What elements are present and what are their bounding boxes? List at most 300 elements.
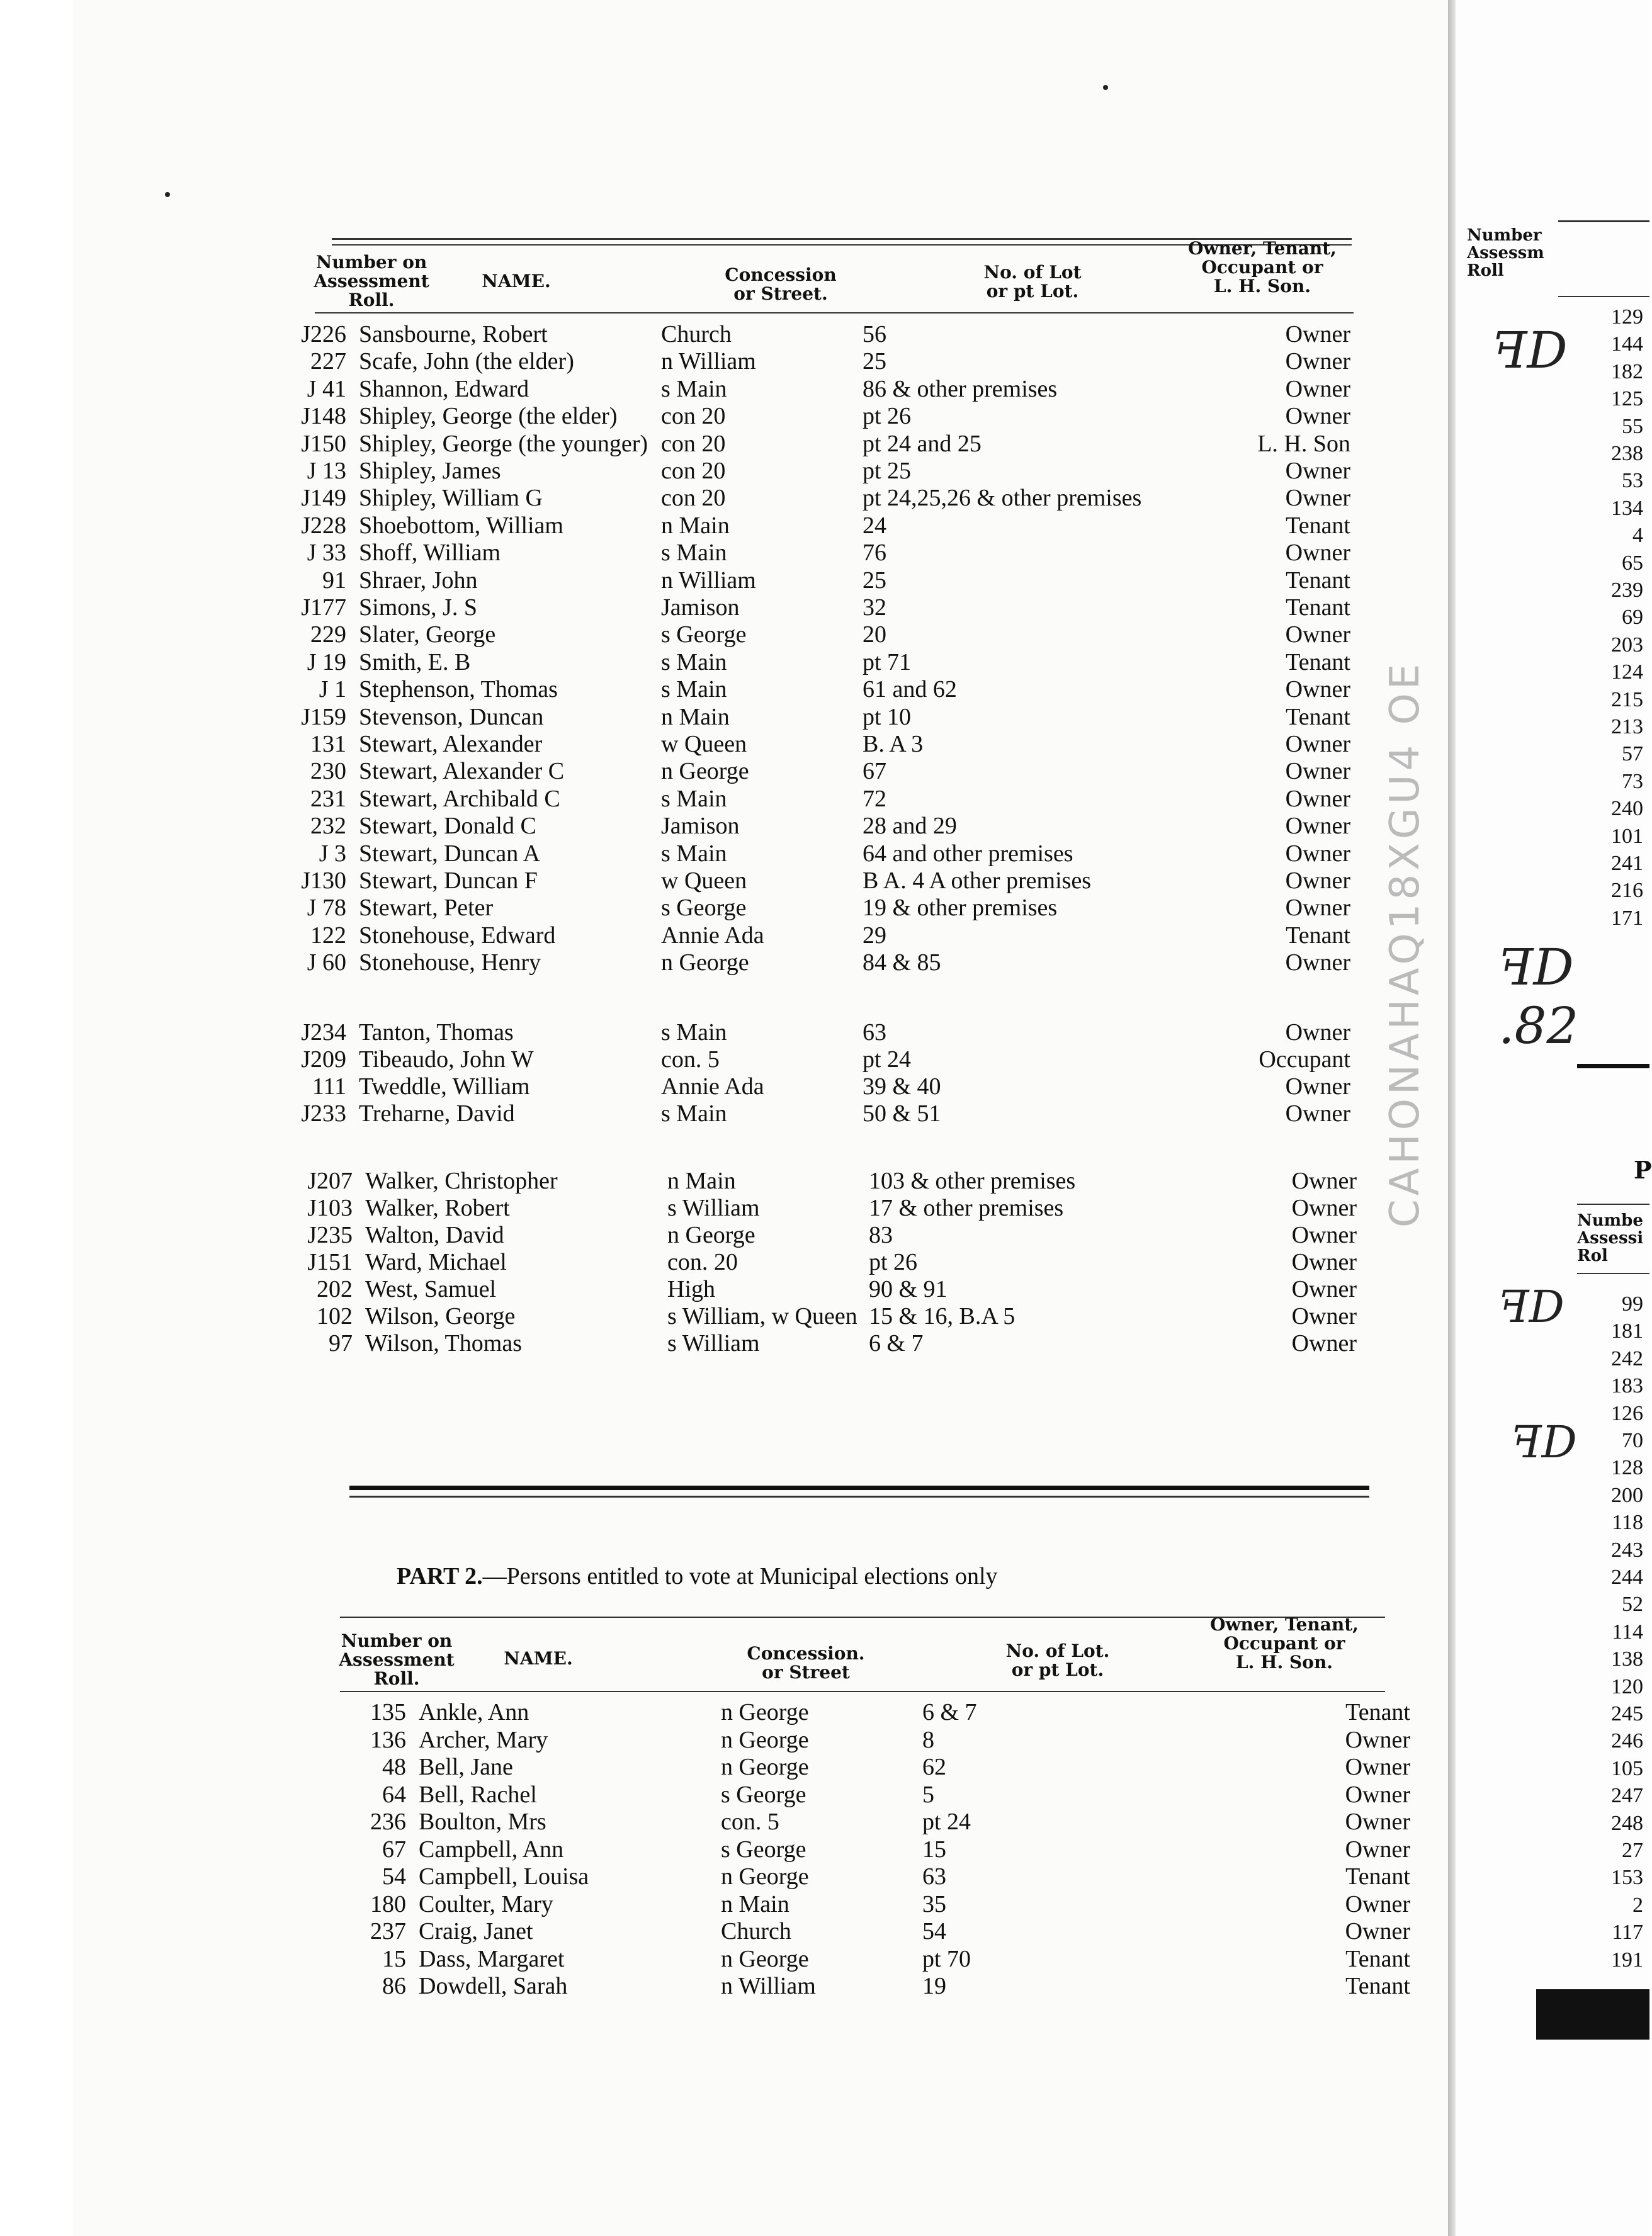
- handwritten-mark: ꟻD: [1492, 321, 1568, 380]
- right-roll-number: 65: [1622, 551, 1643, 575]
- roll-cell: J103: [307, 1195, 353, 1221]
- lot-cell: 54: [922, 1918, 946, 1945]
- right-roll-number: 70: [1622, 1429, 1643, 1452]
- roll-cell: J130: [301, 867, 346, 894]
- lot-cell: pt 25: [863, 458, 912, 484]
- right-roll-number: 101: [1611, 824, 1643, 848]
- roll-cell: J209: [301, 1046, 346, 1073]
- roll-cell: 15: [382, 1945, 406, 1972]
- lot-cell: B A. 4 A other premises: [863, 867, 1092, 894]
- lot-cell: 62: [922, 1754, 946, 1780]
- owner-cell: Owner: [1285, 458, 1350, 484]
- name-cell: Boulton, Mrs: [419, 1809, 546, 1835]
- name-cell: Stewart, Archibald C: [359, 785, 560, 812]
- right-roll-number: 171: [1611, 906, 1643, 930]
- table-row: [277, 758, 1360, 785]
- owner-cell: Owner: [1285, 676, 1350, 703]
- roll-cell: 102: [317, 1303, 353, 1330]
- lot-cell: 50 & 51: [863, 1100, 941, 1127]
- lot-cell: 64 and other premises: [863, 840, 1073, 867]
- name-cell: Shannon, Edward: [359, 375, 529, 402]
- lot-cell: pt 24,25,26 & other premises: [863, 485, 1142, 512]
- owner-cell: Tenant: [1286, 594, 1350, 621]
- owner-cell: Tenant: [1345, 1973, 1410, 1999]
- name-cell: Campbell, Ann: [419, 1836, 564, 1863]
- header-owner: Owner, Tenant, Occupant or L. H. Son.: [1188, 238, 1337, 296]
- table-row: [277, 704, 1360, 731]
- right-roll-number: 57: [1622, 742, 1643, 766]
- header-concession: Concession. or Street: [747, 1643, 865, 1683]
- roll-cell: J 19: [307, 648, 346, 675]
- concession-cell: s William, w Queen: [667, 1303, 857, 1330]
- handwritten-mark: ꟻD: [1511, 1416, 1577, 1468]
- concession-cell: Church: [721, 1918, 791, 1945]
- name-cell: West, Samuel: [365, 1276, 497, 1302]
- owner-cell: Owner: [1285, 485, 1350, 512]
- roll-cell: 202: [317, 1276, 353, 1302]
- roll-cell: J150: [301, 430, 346, 457]
- lot-cell: pt 24 and 25: [863, 430, 982, 457]
- name-cell: Stewart, Duncan A: [359, 840, 541, 867]
- name-cell: Sansbourne, Robert: [359, 321, 548, 347]
- concession-cell: w Queen: [661, 867, 747, 894]
- concession-cell: s Main: [661, 1019, 727, 1046]
- name-cell: Walker, Robert: [365, 1195, 510, 1221]
- right-roll-number: 216: [1611, 879, 1643, 903]
- handwritten-mark: ꟻD: [1498, 1281, 1564, 1333]
- table-row: [277, 376, 1360, 403]
- name-cell: Treharne, David: [359, 1100, 515, 1127]
- lot-cell: 17 & other premises: [869, 1195, 1064, 1221]
- concession-cell: s William: [667, 1195, 760, 1221]
- right-roll-number: 4: [1632, 524, 1643, 548]
- owner-cell: Owner: [1285, 867, 1350, 894]
- roll-cell: 135: [370, 1699, 406, 1725]
- roll-cell: 136: [370, 1726, 406, 1753]
- owner-cell: Owner: [1345, 1781, 1410, 1808]
- concession-cell: s Main: [661, 1100, 727, 1127]
- concession-cell: s Main: [661, 840, 727, 867]
- table-row: [277, 786, 1360, 813]
- lot-cell: 90 & 91: [869, 1276, 948, 1302]
- right-roll-number: 55: [1622, 414, 1643, 438]
- concession-cell: High: [667, 1276, 715, 1302]
- table-row: [283, 1195, 1366, 1222]
- right-roll-number: 153: [1611, 1866, 1643, 1890]
- roll-cell: J207: [307, 1168, 353, 1194]
- table-row: [277, 539, 1360, 567]
- header-name: NAME.: [504, 1648, 573, 1669]
- right-roll-number: 213: [1611, 715, 1643, 738]
- concession-cell: n Main: [661, 512, 730, 539]
- lot-cell: 19 & other premises: [863, 895, 1058, 922]
- part2-title-label: PART 2.: [397, 1563, 483, 1589]
- right-roll-number: 120: [1611, 1674, 1643, 1698]
- concession-cell: s Main: [661, 785, 727, 812]
- table-row: [283, 1330, 1366, 1357]
- owner-cell: Owner: [1291, 1249, 1357, 1275]
- owner-cell: Owner: [1345, 1726, 1410, 1753]
- roll-cell: J177: [301, 594, 346, 621]
- concession-cell: s Main: [661, 375, 727, 402]
- right-roll-number: 69: [1622, 606, 1643, 630]
- table-row: [283, 1222, 1366, 1249]
- right-roll-number: 247: [1611, 1784, 1643, 1808]
- table-row: [277, 594, 1360, 621]
- header-lot: No. of Lot. or pt Lot.: [1005, 1640, 1110, 1680]
- concession-cell: n George: [721, 1754, 809, 1780]
- right-roll-number: 117: [1612, 1921, 1643, 1945]
- roll-cell: 67: [382, 1836, 406, 1863]
- roll-cell: 86: [382, 1973, 406, 1999]
- name-cell: Scafe, John (the elder): [359, 348, 574, 375]
- roll-cell: J149: [301, 485, 346, 512]
- name-cell: Walker, Christopher: [365, 1168, 558, 1194]
- name-cell: Shipley, George (the younger): [359, 430, 648, 457]
- concession-cell: con. 20: [667, 1249, 738, 1275]
- right-roll-number: 200: [1611, 1483, 1643, 1507]
- roll-cell: J226: [301, 321, 346, 347]
- concession-cell: w Queen: [661, 731, 747, 757]
- lot-cell: pt 71: [863, 648, 912, 675]
- lot-cell: pt 24: [922, 1809, 971, 1835]
- owner-cell: Owner: [1285, 895, 1350, 922]
- concession-cell: n Main: [721, 1890, 789, 1917]
- table-row: [277, 403, 1360, 430]
- owner-cell: Owner: [1345, 1890, 1410, 1917]
- right-roll-number: 215: [1611, 687, 1643, 711]
- name-cell: Stewart, Alexander: [359, 731, 543, 757]
- table-row: [337, 1918, 1420, 1945]
- table-row: [277, 567, 1360, 594]
- concession-cell: s George: [661, 621, 747, 648]
- table-row: [283, 1249, 1366, 1276]
- lot-cell: pt 24: [863, 1046, 912, 1073]
- header-name: NAME.: [482, 271, 551, 291]
- concession-cell: s George: [721, 1836, 806, 1863]
- roll-cell: J 13: [307, 458, 346, 484]
- name-cell: Walton, David: [365, 1222, 504, 1248]
- part2-title-text: —Persons entitled to vote at Municipal elections only: [482, 1563, 998, 1589]
- table-row: [277, 649, 1360, 676]
- roll-cell: J235: [307, 1222, 353, 1248]
- name-cell: Stonehouse, Edward: [359, 922, 556, 949]
- lot-cell: 72: [863, 785, 886, 812]
- roll-cell: 230: [310, 758, 346, 785]
- right-roll-number: 105: [1611, 1756, 1643, 1780]
- table-row: [277, 895, 1360, 922]
- name-cell: Craig, Janet: [419, 1918, 533, 1945]
- concession-cell: Jamison: [661, 594, 740, 621]
- right-roll-number: 128: [1611, 1456, 1643, 1480]
- name-cell: Stephenson, Thomas: [359, 676, 558, 703]
- owner-cell: Owner: [1285, 1019, 1350, 1046]
- table-row: [337, 1754, 1420, 1781]
- roll-cell: J148: [301, 403, 346, 430]
- owner-cell: Owner: [1345, 1836, 1410, 1863]
- handwritten-note-number: 82: [1514, 997, 1579, 1055]
- right-roll-number: 27: [1622, 1839, 1643, 1862]
- lot-cell: 67: [863, 758, 886, 785]
- concession-cell: n George: [721, 1863, 809, 1890]
- concession-cell: n George: [661, 758, 749, 785]
- lot-cell: 76: [863, 539, 886, 567]
- roll-cell: 229: [310, 621, 346, 648]
- owner-cell: Owner: [1285, 539, 1350, 567]
- roll-cell: 131: [310, 731, 346, 757]
- right-header-top: Number Assessm Roll: [1467, 226, 1544, 280]
- ink-speck: [1103, 85, 1108, 90]
- right-roll-number: 243: [1611, 1538, 1643, 1562]
- table-row: [337, 1727, 1420, 1754]
- owner-cell: Owner: [1285, 785, 1350, 812]
- right-roll-number: 114: [1612, 1620, 1643, 1644]
- owner-cell: Owner: [1345, 1809, 1410, 1835]
- name-cell: Wilson, George: [365, 1303, 516, 1330]
- roll-cell: J 1: [319, 676, 346, 703]
- lot-cell: pt 70: [922, 1945, 971, 1972]
- table-row: [277, 621, 1360, 648]
- roll-cell: 91: [322, 567, 346, 594]
- owner-cell: Owner: [1285, 731, 1350, 757]
- owner-cell: Tenant: [1286, 567, 1350, 594]
- lot-cell: 83: [869, 1222, 893, 1248]
- name-cell: Tanton, Thomas: [359, 1019, 514, 1046]
- concession-cell: n Main: [661, 703, 730, 730]
- roll-cell: J159: [301, 703, 346, 730]
- name-cell: Shipley, James: [359, 458, 501, 484]
- table-row: [277, 431, 1360, 458]
- name-cell: Shipley, William G: [359, 485, 543, 512]
- owner-cell: Owner: [1285, 758, 1350, 785]
- name-cell: Dowdell, Sarah: [419, 1973, 568, 1999]
- right-roll-number: 52: [1622, 1593, 1643, 1617]
- name-cell: Stewart, Alexander C: [359, 758, 565, 785]
- owner-cell: Tenant: [1286, 922, 1350, 949]
- owner-cell: Owner: [1345, 1918, 1410, 1945]
- name-cell: Ward, Michael: [365, 1249, 507, 1275]
- roll-cell: 236: [370, 1809, 406, 1835]
- name-cell: Tibeaudo, John W: [359, 1046, 534, 1073]
- concession-cell: Jamison: [661, 813, 740, 840]
- owner-cell: Tenant: [1345, 1945, 1410, 1972]
- concession-cell: s George: [661, 895, 747, 922]
- table-row: [277, 1019, 1360, 1046]
- owner-cell: Occupant: [1259, 1046, 1350, 1073]
- table-row: [337, 1781, 1420, 1809]
- table-row: [337, 1863, 1420, 1890]
- name-cell: Ankle, Ann: [419, 1699, 529, 1725]
- right-roll-number: 191: [1611, 1948, 1643, 1972]
- roll-cell: J228: [301, 512, 346, 539]
- owner-cell: Owner: [1285, 949, 1350, 976]
- right-roll-number: 238: [1611, 442, 1643, 465]
- lot-cell: 63: [863, 1019, 886, 1046]
- right-roll-number: 244: [1611, 1566, 1643, 1589]
- owner-cell: Owner: [1291, 1303, 1357, 1330]
- owner-cell: Owner: [1345, 1754, 1410, 1780]
- roll-cell: 232: [310, 813, 346, 840]
- owner-cell: Owner: [1285, 321, 1350, 347]
- concession-cell: con 20: [661, 430, 726, 457]
- part-separator-rule: [349, 1486, 1369, 1490]
- name-cell: Stonehouse, Henry: [359, 949, 541, 976]
- lot-cell: 84 & 85: [863, 949, 941, 976]
- owner-cell: Owner: [1285, 840, 1350, 867]
- lot-cell: 63: [922, 1863, 946, 1890]
- right-header-bottom: Numbe Assessi Rol: [1577, 1211, 1644, 1265]
- concession-cell: s Main: [661, 676, 727, 703]
- table-row: [277, 1046, 1360, 1073]
- name-cell: Stewart, Duncan F: [359, 867, 538, 894]
- part2-title: [397, 1562, 998, 1590]
- concession-cell: n George: [721, 1726, 809, 1753]
- lot-cell: 8: [922, 1726, 934, 1753]
- table-row: [283, 1276, 1366, 1303]
- name-cell: Tweddle, William: [359, 1073, 530, 1100]
- right-roll-number: 239: [1611, 579, 1643, 602]
- right-roll-number: 126: [1611, 1401, 1643, 1425]
- concession-cell: n George: [667, 1222, 755, 1248]
- table-row: [277, 348, 1360, 375]
- lot-cell: 25: [863, 348, 886, 375]
- name-cell: Campbell, Louisa: [419, 1863, 589, 1890]
- owner-cell: Owner: [1291, 1168, 1357, 1194]
- lot-cell: 35: [922, 1890, 946, 1917]
- owner-cell: Owner: [1291, 1276, 1357, 1302]
- right-roll-number: 241: [1611, 852, 1643, 875]
- name-cell: Stevenson, Duncan: [359, 703, 544, 730]
- roll-cell: J 33: [307, 539, 346, 567]
- concession-cell: s William: [667, 1330, 760, 1357]
- right-part-letter: P: [1634, 1156, 1652, 1184]
- concession-cell: n William: [661, 567, 756, 594]
- lot-cell: 86 & other premises: [863, 375, 1058, 402]
- header-concession: Concession or Street.: [725, 264, 837, 304]
- roll-cell: 48: [382, 1754, 406, 1780]
- name-cell: Shraer, John: [359, 567, 478, 594]
- lot-cell: pt 26: [869, 1249, 918, 1275]
- table-row: [283, 1303, 1366, 1330]
- concession-cell: con. 5: [721, 1809, 779, 1835]
- header-roll: Number on Assessment Roll.: [314, 252, 429, 310]
- part2-header-rule: [340, 1691, 1385, 1692]
- concession-cell: s Main: [661, 648, 727, 675]
- right-separator-rule: [1577, 1064, 1649, 1068]
- roll-cell: 180: [370, 1890, 406, 1917]
- right-roll-number: 240: [1611, 797, 1643, 821]
- lot-cell: 5: [922, 1781, 934, 1808]
- owner-cell: Owner: [1285, 813, 1350, 840]
- owner-cell: Owner: [1285, 375, 1350, 402]
- name-cell: Slater, George: [359, 621, 496, 648]
- part1-header-rule: [315, 312, 1354, 313]
- owner-cell: Tenant: [1345, 1699, 1410, 1725]
- roll-cell: J 78: [307, 895, 346, 922]
- table-row: [337, 1836, 1420, 1863]
- roll-cell: 231: [310, 785, 346, 812]
- right-roll-number: 125: [1611, 387, 1643, 411]
- right-roll-number: 248: [1611, 1811, 1643, 1835]
- table-row: [277, 840, 1360, 867]
- roll-cell: J234: [301, 1019, 346, 1046]
- roll-cell: J151: [307, 1249, 353, 1275]
- owner-cell: Owner: [1291, 1330, 1357, 1357]
- table-row: [277, 813, 1360, 840]
- concession-cell: con 20: [661, 403, 726, 430]
- lot-cell: 15 & 16, B.A 5: [869, 1303, 1016, 1330]
- owner-cell: Tenant: [1286, 512, 1350, 539]
- lot-cell: 29: [863, 922, 886, 949]
- name-cell: Dass, Margaret: [419, 1945, 565, 1972]
- roll-cell: 227: [310, 348, 346, 375]
- lot-cell: 28 and 29: [863, 813, 957, 840]
- table-row: [283, 1168, 1366, 1195]
- lot-cell: B. A 3: [863, 731, 924, 757]
- right-roll-number: 129: [1611, 305, 1643, 329]
- right-header-rule-bottom: [1577, 1273, 1649, 1274]
- table-row: [277, 676, 1360, 703]
- concession-cell: n William: [661, 348, 756, 375]
- name-cell: Simons, J. S: [359, 594, 477, 621]
- ink-speck: [165, 192, 170, 197]
- owner-cell: Tenant: [1286, 648, 1350, 675]
- lot-cell: 19: [922, 1973, 946, 1999]
- right-roll-number: 183: [1611, 1374, 1643, 1398]
- lot-cell: 15: [922, 1836, 946, 1863]
- roll-cell: 237: [370, 1918, 406, 1945]
- concession-cell: n George: [661, 949, 749, 976]
- right-roll-number: 182: [1611, 359, 1643, 383]
- owner-cell: Owner: [1285, 348, 1350, 375]
- right-roll-number: 99: [1622, 1292, 1643, 1316]
- owner-cell: Owner: [1291, 1222, 1357, 1248]
- lot-cell: 61 and 62: [863, 676, 957, 703]
- lot-cell: 6 & 7: [869, 1330, 924, 1357]
- name-cell: Stewart, Peter: [359, 895, 494, 922]
- right-roll-number: 203: [1611, 633, 1643, 657]
- concession-cell: s George: [721, 1781, 806, 1808]
- concession-cell: n William: [721, 1973, 816, 1999]
- lot-cell: 56: [863, 321, 886, 347]
- owner-cell: Owner: [1285, 621, 1350, 648]
- concession-cell: s Main: [661, 539, 727, 567]
- table-row: [277, 321, 1360, 348]
- name-cell: Smith, E. B: [359, 648, 471, 675]
- name-cell: Shipley, George (the elder): [359, 403, 618, 430]
- name-cell: Coulter, Mary: [419, 1890, 553, 1917]
- right-roll-number: 144: [1611, 332, 1643, 356]
- roll-cell: J 60: [307, 949, 346, 976]
- right-roll-number: 2: [1632, 1893, 1643, 1917]
- name-cell: Bell, Rachel: [419, 1781, 537, 1808]
- right-header-rule: [1558, 296, 1649, 297]
- right-roll-number: 138: [1611, 1647, 1643, 1671]
- concession-cell: con 20: [661, 458, 726, 484]
- roll-cell: 122: [310, 922, 346, 949]
- roll-cell: J 41: [307, 375, 346, 402]
- lot-cell: pt 26: [863, 403, 912, 430]
- lot-cell: 32: [863, 594, 886, 621]
- right-roll-number: 124: [1611, 660, 1643, 684]
- name-cell: Shoff, William: [359, 539, 501, 567]
- table-row: [337, 1946, 1420, 1973]
- name-cell: Shoebottom, William: [359, 512, 563, 539]
- right-roll-number: 242: [1611, 1347, 1643, 1370]
- lot-cell: 25: [863, 567, 886, 594]
- header-owner: Owner, Tenant, Occupant or L. H. Son.: [1210, 1614, 1359, 1673]
- right-rule-top: [1558, 220, 1649, 222]
